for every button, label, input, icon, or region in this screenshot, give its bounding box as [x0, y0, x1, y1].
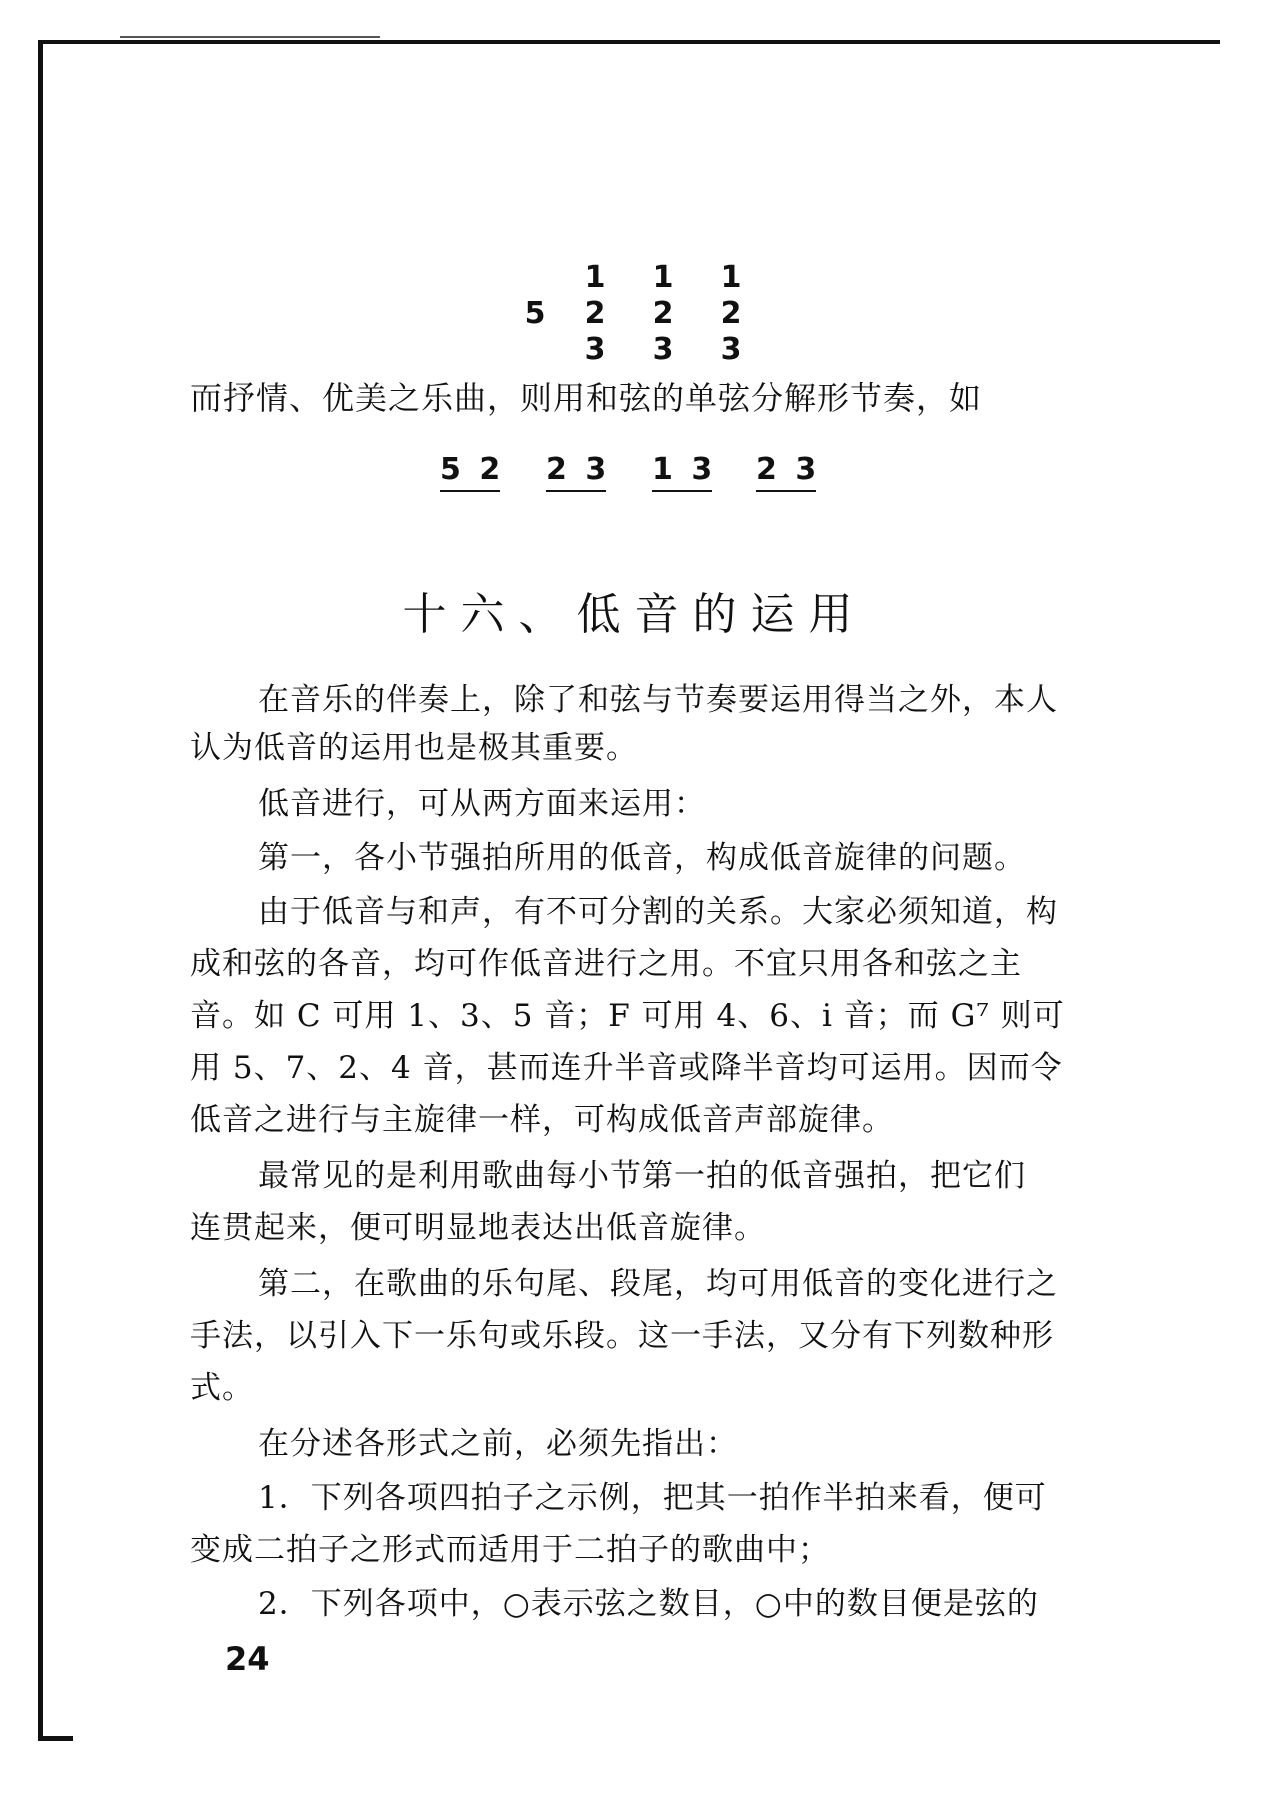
body-line: 2．下列各项中，○表示弦之数目，○中的数目便是弦的 [258, 1586, 1039, 1622]
rhythm-digits: 2 3 [756, 452, 821, 487]
chord-stack-1 [580, 260, 610, 368]
chord-digit: 2 [652, 296, 674, 331]
rhythm-group [440, 452, 504, 487]
section-title: 十六、低音的运用 [402, 589, 867, 640]
chord-digit: 2 [720, 296, 742, 331]
body-line: 低音之进行与主旋律一样，可构成低音声部旋律。 [190, 1102, 894, 1138]
body-line: 式。 [190, 1370, 254, 1406]
body-line: 低音进行，可从两方面来运用： [258, 786, 706, 822]
body-line: 手法，以引入下一乐句或乐段。这一手法，又分有下列数种形 [190, 1318, 1054, 1354]
page-number: 24 [225, 1640, 270, 1678]
underline [652, 490, 712, 492]
chord-stack-3 [716, 260, 746, 368]
body-line: 认为低音的运用也是极其重要。 [190, 730, 638, 766]
chord-bass-digit: 5 [524, 296, 546, 331]
body-line: 最常见的是利用歌曲每小节第一拍的低音强拍，把它们 [258, 1158, 1026, 1194]
left-margin-bar [38, 40, 43, 1740]
body-line: 第一，各小节强拍所用的低音，构成低音旋律的问题。 [258, 840, 1026, 876]
body-line: 用 5、7、2、4 音，甚而连升半音或降半音均可运用。因而令 [190, 1050, 1063, 1086]
top-rule [40, 40, 1220, 44]
rhythm-digits: 1 3 [652, 452, 717, 487]
rhythm-digits: 5 2 [440, 452, 505, 487]
body-line: 连贯起来，便可明显地表达出低音旋律。 [190, 1210, 766, 1246]
chord-digit: 1 [720, 260, 742, 295]
body-line: 音。如 C 可用 1、3、5 音；F 可用 4、6、i 音；而 G⁷ 则可 [190, 998, 1065, 1034]
chord-digit: 1 [652, 260, 674, 295]
chord-digit: 3 [584, 332, 606, 367]
underline [440, 490, 500, 492]
body-line: 在分述各形式之前，必须先指出： [258, 1426, 738, 1462]
body-line: 成和弦的各音，均可作低音进行之用。不宜只用各和弦之主 [190, 946, 1022, 982]
rhythm-group [652, 452, 716, 487]
rhythm-group [756, 452, 820, 487]
body-line: 在音乐的伴奏上，除了和弦与节奏要运用得当之外，本人 [258, 682, 1058, 718]
chord-stack-2 [648, 260, 678, 368]
body-line: 变成二拍子之形式而适用于二拍子的歌曲中； [190, 1532, 830, 1568]
underline [756, 490, 816, 492]
body-line: 由于低音与和声，有不可分割的关系。大家必须知道，构 [258, 894, 1058, 930]
body-line: 第二，在歌曲的乐句尾、段尾，均可用低音的变化进行之 [258, 1266, 1058, 1302]
chord-digit: 3 [652, 332, 674, 367]
rhythm-group [546, 452, 610, 487]
bottom-corner-bar [38, 1736, 73, 1741]
top-rule-thin [120, 36, 380, 38]
chord-digit: 3 [720, 332, 742, 367]
chord-bass-note [520, 296, 550, 332]
body-line: 1．下列各项四拍子之示例，把其一拍作半拍来看，便可 [258, 1480, 1047, 1516]
intro-line: 而抒情、优美之乐曲，则用和弦的单弦分解形节奏，如 [190, 379, 983, 417]
chord-digit: 2 [584, 296, 606, 331]
rhythm-digits: 2 3 [546, 452, 611, 487]
underline [546, 490, 606, 492]
chord-digit: 1 [584, 260, 606, 295]
